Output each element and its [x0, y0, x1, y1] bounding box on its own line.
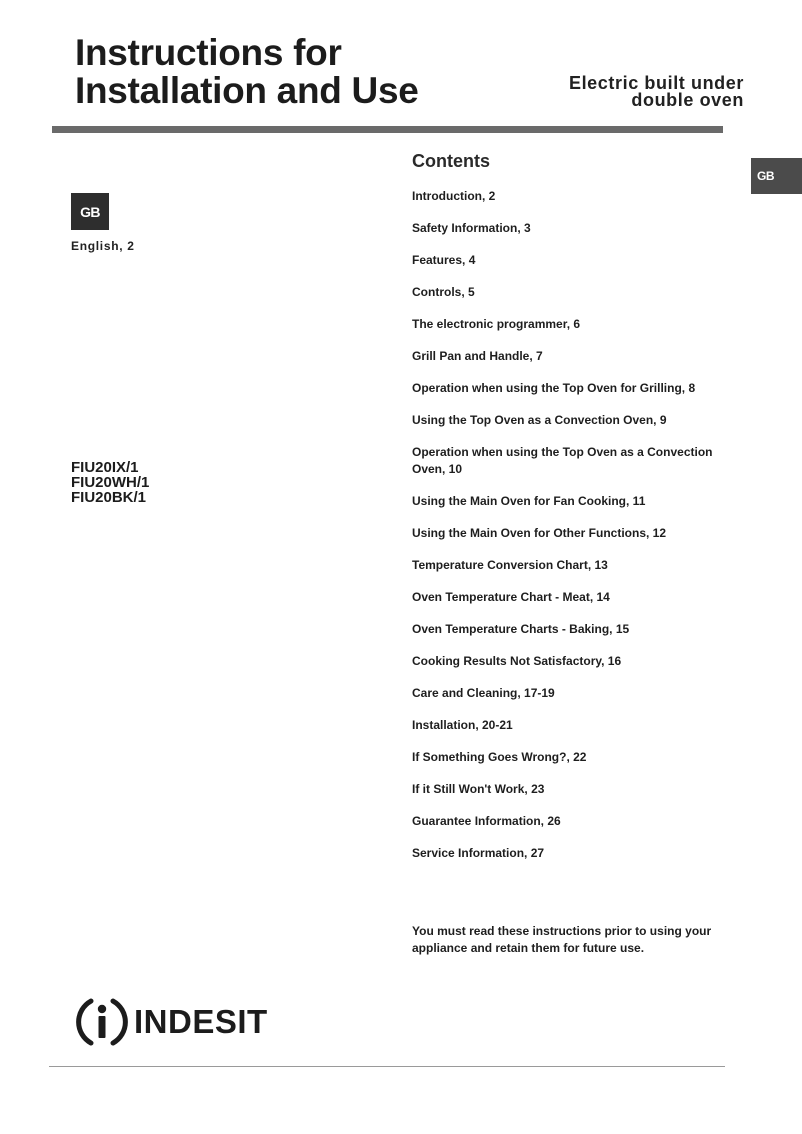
subtitle-line-1: Electric built under [568, 73, 744, 93]
read-instructions-notice: You must read these instructions prior to using your appliance and retain them for future use. [412, 924, 712, 955]
toc-item[interactable]: Introduction, 2 [412, 189, 496, 203]
toc-item[interactable]: Features, 4 [412, 253, 476, 267]
indesit-logo-icon [74, 994, 130, 1050]
toc-item[interactable]: If Something Goes Wrong?, 22 [412, 750, 587, 764]
title-line-1: Instructions for [75, 32, 342, 73]
toc-item[interactable]: Oven Temperature Chart - Meat, 14 [412, 590, 610, 604]
language-label[interactable]: English, 2 [71, 239, 135, 253]
toc-item[interactable]: Grill Pan and Handle, 7 [412, 349, 543, 363]
toc-item[interactable]: Safety Information, 3 [412, 221, 531, 235]
toc-item[interactable]: Temperature Conversion Chart, 13 [412, 558, 608, 572]
toc-item[interactable]: Care and Cleaning, 17-19 [412, 686, 555, 700]
toc-item[interactable]: If it Still Won't Work, 23 [412, 782, 545, 796]
toc-item[interactable]: The electronic programmer, 6 [412, 317, 581, 331]
model-number: FIU20BK/1 [71, 489, 147, 506]
contents-heading: Contents [412, 151, 490, 171]
subtitle-line-2: double oven [631, 90, 744, 110]
toc-item[interactable]: Oven Temperature Charts - Baking, 15 [412, 622, 630, 636]
model-numbers [71, 460, 149, 505]
indesit-logo [74, 994, 268, 1050]
toc-item[interactable]: Service Information, 27 [412, 846, 545, 860]
title-line-2: Installation and Use [75, 70, 419, 111]
toc-item[interactable]: Using the Main Oven for Other Functions, 12 [412, 526, 667, 540]
document-title [75, 34, 419, 110]
language-badge[interactable]: GB [71, 193, 109, 230]
toc-item[interactable]: Installation, 20-21 [412, 718, 513, 732]
toc-item[interactable]: Using the Top Oven as a Convection Oven, 9 [412, 413, 667, 427]
toc-item[interactable]: Operation when using the Top Oven as a Convection Oven, 10 [412, 445, 713, 476]
model-number: FIU20WH/1 [71, 474, 150, 491]
toc-item[interactable]: Using the Main Oven for Fan Cooking, 11 [412, 494, 646, 508]
toc-item[interactable]: Controls, 5 [412, 285, 475, 299]
footer-divider [49, 1066, 725, 1067]
table-of-contents [412, 188, 742, 877]
toc-item[interactable]: Operation when using the Top Oven for Grilling, 8 [412, 381, 696, 395]
toc-item[interactable]: Cooking Results Not Satisfactory, 16 [412, 654, 622, 668]
header-divider [52, 126, 723, 133]
brand-name: INDESIT [134, 1003, 268, 1040]
language-edge-tab[interactable]: GB [751, 158, 802, 194]
product-subtitle [569, 75, 744, 109]
model-number: FIU20IX/1 [71, 459, 139, 476]
toc-item[interactable]: Guarantee Information, 26 [412, 814, 561, 828]
